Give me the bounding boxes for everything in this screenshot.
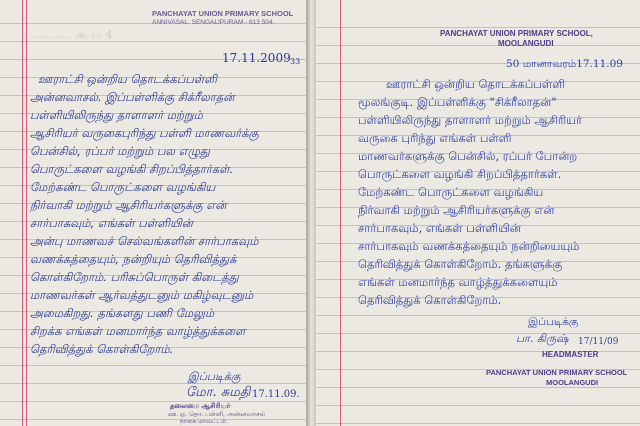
right-header-line: 50 மானாவரம்17.11.09 [506,58,623,70]
right-signature-date: 17/11/09 [578,337,619,347]
left-signature-date: 17.11.09. [252,389,300,400]
right-body-line: வருகை புரிந்து எங்கள் பள்ளி [358,131,512,145]
right-body-line: பள்ளியிலிருந்து தாளாளர் மற்றும் ஆசிரியர் [358,113,583,127]
right-signature: பா. கிருஷ் [516,332,569,345]
right-body-line: ஊராட்சி ஒன்றிய தொடக்கப்பள்ளி [386,77,565,91]
left-margin-line-inner [26,0,27,426]
left-body-line: பொருட்களை வழங்கி சிறப்பித்தார்கள். [30,162,234,176]
right-body-line: மூலங்குடி. இப்பள்ளிக்கு "சிக்ரீலாதன்" [358,95,557,109]
left-body-line: தெரிவித்துக் கொள்கிறோம். [30,342,174,356]
left-body-line: பள்ளியிலிருந்து தாளாளர் மற்றும் [30,108,203,122]
left-body-line: ஊராட்சி ஒன்றிய தொடக்கப்பள்ளி [38,72,217,86]
right-body-line: பொருட்களை வழங்கி சிறப்பித்தார்கள். [358,167,562,181]
left-body-line: நிர்வாகி மற்றும் ஆசிரியர்களுக்கு என் [30,198,227,212]
left-body-line: வணக்கத்தையும், நன்றியும் தெரிவித்துக் [30,252,237,266]
left-corner-note: 33 [290,57,301,66]
right-stamp-title: HEADMASTER [542,350,599,359]
left-body-line: சார்பாகவும், எங்கள் பள்ளியின் [30,216,193,230]
right-letterhead-place: MOOLANGUDI [498,39,554,48]
left-body-line: அன்பு மாணவச் செல்வங்களின் சார்பாகவும் [30,234,259,248]
left-date: 17.11.2009 [222,51,291,65]
right-body-line: சார்பாகவும், எங்கள் பள்ளியின் [358,221,521,235]
right-body-line: நிர்வாகி மற்றும் ஆசிரியர்களுக்கு என் [358,203,555,217]
left-body-line: அன்னவாசல். இப்பள்ளிக்கு சிக்ரீலாதன் [30,90,235,104]
right-body-line: தெரிவித்துக் கொள்கிறோம். தங்களுக்கு [358,257,563,271]
left-body-line: கொள்கிறோம். பரிசுப்பொருள் கிடைத்து [30,270,239,284]
left-body-line: அமைகிறது. தங்களது பணி மேலும் [30,306,215,320]
left-signature: மோ. சுமதி [186,385,251,400]
left-body-line: பென்சில், ரப்பர் மற்றும் பல எழுது [30,144,210,158]
right-body-line: தெரிவித்துக் கொள்கிறோம். [358,293,502,307]
right-margin-line [340,0,341,426]
left-closing: இப்படிக்கு [188,370,241,383]
right-stamp-place: MOOLANGUDI [546,378,599,387]
right-body-line: மேற்கண்ட பொருட்களை வழங்கிய [358,185,544,199]
left-body-line: மாணவர்கள் ஆர்வத்துடனும் மகிழ்வுடனும் [30,288,254,302]
left-page [0,0,308,426]
left-body-line: ஆசிரியர் வருகைபுரிந்து பள்ளி மாணவர்க்கு [30,126,259,140]
left-body-line: சிறக்க எங்கள் மனமார்ந்த வாழ்த்துக்களை [30,324,246,338]
left-bleed-through: ............. அ. ப. 4 [30,30,113,41]
right-page [316,0,640,426]
left-stamp-line2: ஊ. ஒ. தொ. பள்ளி, அன்னவாசல் [168,411,266,418]
right-stamp-school: PANCHAYAT UNION PRIMARY SCHOOL [486,368,628,377]
left-letter-body [30,70,259,358]
left-stamp-line3: நாகை மாவட்டம். [180,419,228,425]
right-body-line: சார்பாகவும் வணக்கத்தையும் நன்றியையும் [358,239,580,253]
right-closing: இப்படிக்கு [528,316,579,328]
left-margin-line [22,0,23,426]
left-body-line: மேற்கண்ட பொருட்களை வழங்கிய [30,180,216,194]
right-body-line: எங்கள் மனமார்ந்த வாழ்த்துக்களையும் [358,275,558,289]
right-letterhead-school: PANCHAYAT UNION PRIMARY SCHOOL, [440,29,593,38]
left-letterhead-school: PANCHAYAT UNION PRIMARY SCHOOL [152,9,294,18]
right-body-line: மாணவர்களுக்கு பென்சில், ரப்பர் போன்ற [358,149,578,163]
right-letter-body [358,75,582,309]
left-stamp-line1: தலைமை ஆசிரியர் [170,403,231,410]
left-letterhead-address: ANNIVASAL, SENGALIPURAM - 613 504. [152,19,275,26]
